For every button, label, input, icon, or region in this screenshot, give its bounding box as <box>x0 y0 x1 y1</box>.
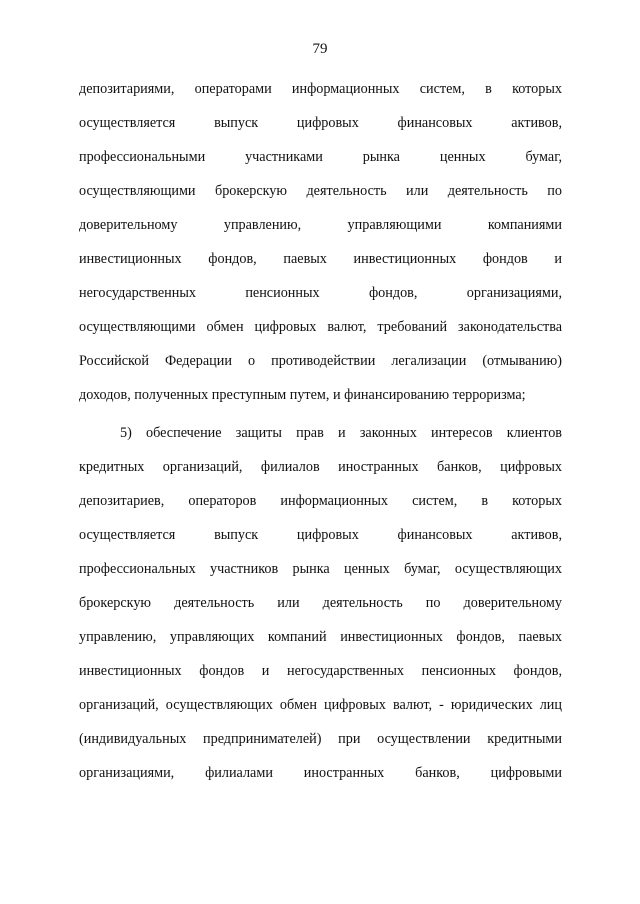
text-line: профессиональных участников рынка ценных бумаг, осуществляющих <box>79 561 562 577</box>
text-line: управлению, управляющих компаний инвестиционных фондов, паевых <box>79 629 562 645</box>
text-line: профессиональными участниками рынка ценных бумаг, <box>79 149 562 165</box>
text-line: осуществляющими обмен цифровых валют, требований законодательства <box>79 319 562 335</box>
text-line: организаций, осуществляющих обмен цифровых валют, - юридических лиц <box>79 697 562 713</box>
page-number: 79 <box>312 41 328 57</box>
text-line: кредитных организаций, филиалов иностранных банков, цифровых <box>79 459 562 475</box>
text-line: осуществляющими брокерскую деятельность или деятельность по <box>79 183 562 199</box>
text-line: доходов, полученных преступным путем, и финансированию терроризма; <box>79 387 526 403</box>
text-line: депозитариями, операторами информационных систем, в которых <box>79 81 562 97</box>
text-line: негосударственных пенсионных фондов, организациями, <box>79 285 562 301</box>
text-line: брокерскую деятельность или деятельность по доверительному <box>79 595 562 611</box>
text-line: осуществляется выпуск цифровых финансовых активов, <box>79 115 562 131</box>
text-line: Российской Федерации о противодействии легализации (отмыванию) <box>79 353 562 369</box>
text-line: инвестиционных фондов, паевых инвестиционных фондов и <box>79 251 562 267</box>
text-line: (индивидуальных предпринимателей) при осуществлении кредитными <box>79 731 562 747</box>
paragraph-first-line: 5) обеспечение защиты прав и законных интересов клиентов <box>120 425 562 441</box>
text-line: осуществляется выпуск цифровых финансовых активов, <box>79 527 562 543</box>
text-line: доверительному управлению, управляющими компаниями <box>79 217 562 233</box>
text-line: организациями, филиалами иностранных банков, цифровыми <box>79 765 562 781</box>
text-line: инвестиционных фондов и негосударственных пенсионных фондов, <box>79 663 562 679</box>
text-line: депозитариев, операторов информационных систем, в которых <box>79 493 562 509</box>
